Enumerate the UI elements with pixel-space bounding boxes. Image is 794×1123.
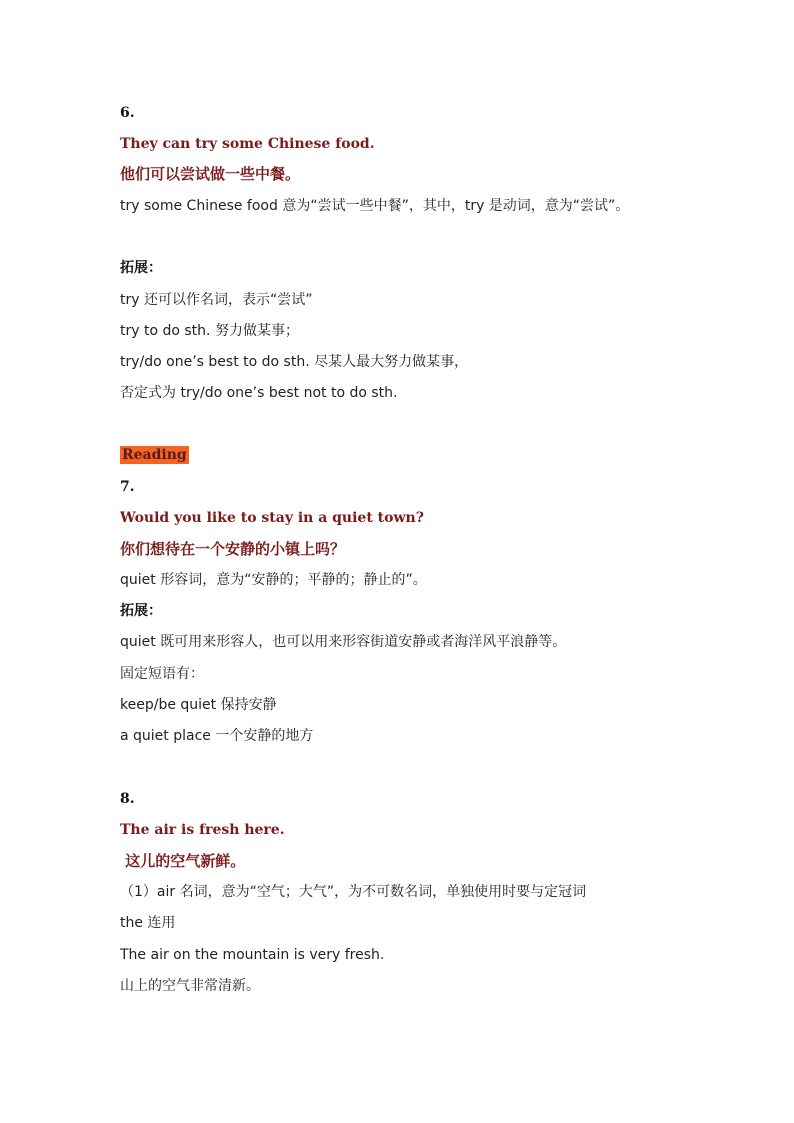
explanation-text: quiet 形容词，意为“安静的；平静的；静止的”。	[120, 572, 427, 588]
explanation-text: （1）air 名词，意为“空气；大气”，为不可数名词，单独使用时要与定冠词	[120, 884, 587, 900]
extension-line: quiet 既可用来形容人，也可以用来形容街道安静或者海洋风平浪静等。	[120, 634, 567, 650]
item-number-7: 7.	[120, 479, 135, 495]
extension-line: try/do one’s best to do sth. 尽某人最大努力做某事，	[120, 354, 469, 370]
extension-line: a quiet place 一个安静的地方	[120, 728, 314, 744]
extension-label: 拓展：	[120, 603, 162, 619]
example-sentence-zh: 他们可以尝试做一些中餐。	[120, 165, 301, 183]
item-number-8: 8.	[120, 791, 135, 807]
explanation-text: try some Chinese food 意为“尝试一些中餐”，其中，try 是动词，意为“尝试”。	[120, 198, 630, 214]
reading-label: Reading	[122, 447, 187, 463]
item-number-6: 6.	[120, 105, 135, 121]
example-sentence-zh: 这儿的空气新鲜。	[120, 852, 246, 870]
extension-line: keep/be quiet 保持安静	[120, 697, 277, 713]
reading-section-heading	[120, 445, 189, 465]
extension-line: try to do sth. 努力做某事；	[120, 323, 299, 339]
explanation-text: the 连用	[120, 915, 176, 931]
example-sentence-text: The air on the mountain is very fresh.	[120, 947, 385, 963]
extension-line: try 还可以作名词，表示“尝试”	[120, 292, 313, 308]
example-sentence-zh: 你们想待在一个安静的小镇上吗？	[120, 540, 346, 558]
example-sentence-en: They can try some Chinese food.	[120, 136, 375, 152]
extension-line: 否定式为 try/do one’s best not to do sth.	[120, 385, 398, 401]
example-sentence-en: Would you like to stay in a quiet town?	[120, 510, 424, 526]
extension-line: 固定短语有：	[120, 666, 204, 682]
example-sentence-en: The air is fresh here.	[120, 822, 285, 838]
example-translation-text: 山上的空气非常清新。	[120, 978, 260, 994]
extension-label: 拓展：	[120, 260, 162, 276]
